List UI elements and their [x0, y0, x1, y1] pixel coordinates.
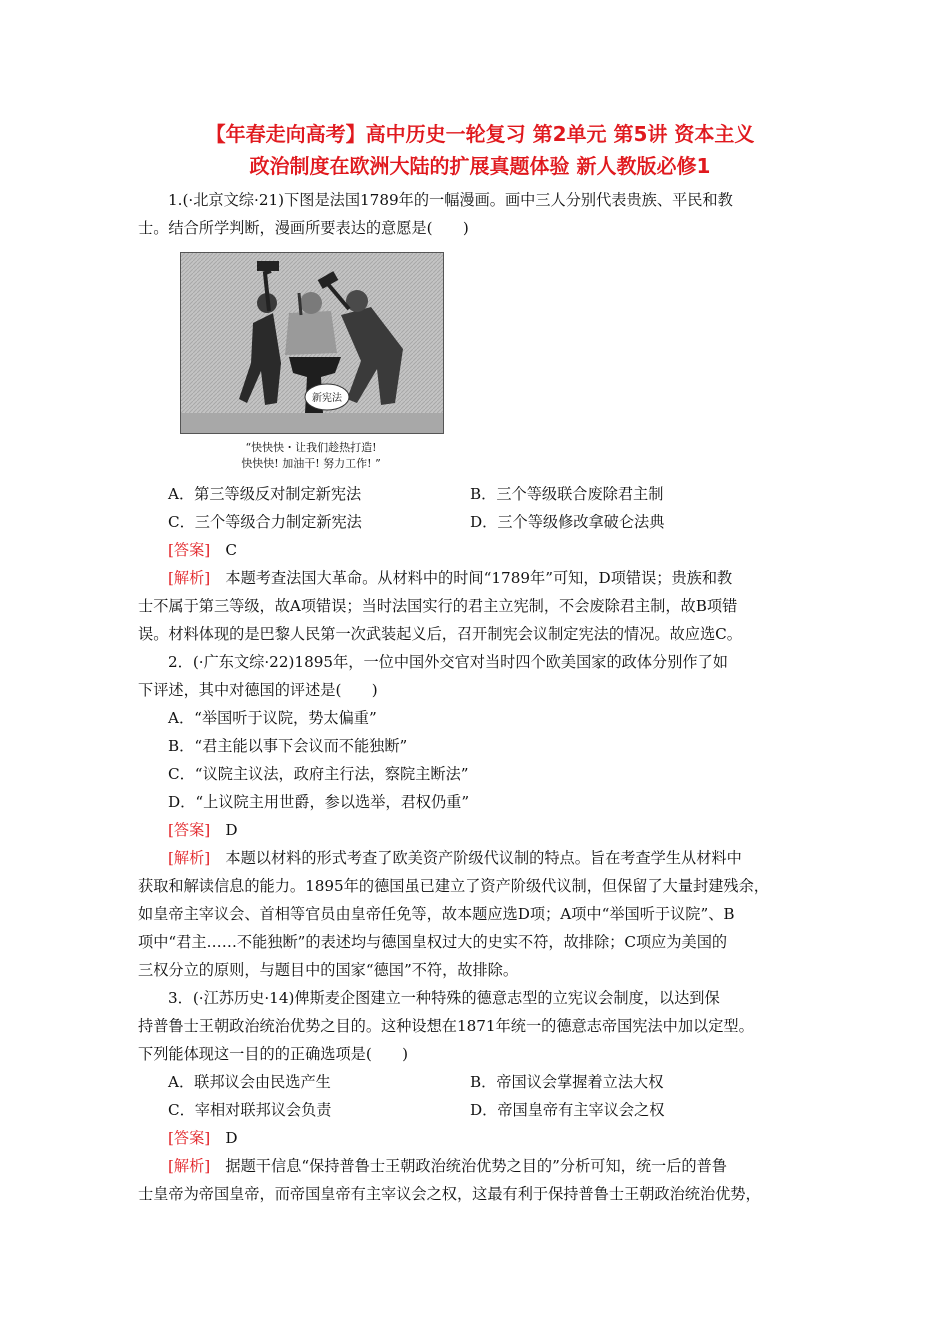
q1-stem-line-1: 1.(·北京文综·21)下图是法国1789年的一幅漫画。画中三人分别代表贵族、平民和教 [168, 191, 733, 209]
q1-analysis-line-3: 误。材料体现的是巴黎人民第一次武装起义后，召开制宪会议制定宪法的情况。故应选C。 [138, 625, 742, 643]
q2-answer [168, 816, 844, 844]
answer-tag: [答案] [168, 541, 211, 559]
q2-option-d: D．“上议院主用世爵，参以选举，君权仍重” [168, 793, 470, 811]
q1-stem-line-2: 士。结合所学判断，漫画所要表达的意愿是( ) [138, 219, 469, 237]
cartoon-caption-line-1: “快快快・让我们趁热打造! [245, 441, 377, 454]
q2-analysis-line-5: 三权分立的原则，与题目中的国家“德国”不符，故排除。 [138, 961, 519, 979]
q1-analysis-line-2: 士不属于第三等级，故A项错误；当时法国实行的君主立宪制，不会废除君主制，故B项错 [138, 597, 738, 615]
title-line-1: 【年春走向高考】高中历史一轮复习 第2单元 第5讲 资本主义 [205, 122, 755, 146]
q3-analysis-line-1 [168, 1152, 844, 1180]
answer-value: D [225, 821, 238, 839]
answer-value: C [225, 541, 238, 559]
title-line-2: 政治制度在欧洲大陆的扩展真题体验 新人教版必修1 [249, 154, 711, 178]
q1-option-b: B．三个等级联合废除君主制 [470, 485, 664, 503]
q2-analysis-line-1 [168, 844, 844, 872]
analysis-text: 本题以材料的形式考查了欧美资产阶级代议制的特点。旨在考查学生从材料中 [225, 849, 742, 867]
q3-stem-line-3: 下列能体现这一目的的正确选项是( ) [138, 1045, 409, 1063]
cartoon-caption-line-2: 快快快! 加油干! 努力工作! ” [241, 457, 381, 470]
answer-value: D [225, 1129, 238, 1147]
q1-answer [168, 536, 844, 564]
q2-option-c: C．“议院主议法，政府主行法，察院主断法” [168, 765, 469, 783]
q2-analysis-line-3: 如皇帝主宰议会、首相等官员由皇帝任免等，故本题应选D项；A项中“举国听于议院”、B [138, 905, 735, 923]
q2-analysis-line-4: 项中“君主……不能独断”的表述均与德国皇权过大的史实不符，故排除；C项应为美国的 [138, 933, 728, 951]
answer-tag: [答案] [168, 821, 211, 839]
q1-option-a: A．第三等级反对制定新宪法 [168, 485, 362, 503]
cartoon-image [180, 252, 444, 434]
q1-option-c: C．三个等级合力制定新宪法 [168, 513, 362, 531]
q2-option-a: A．“举国听于议院，势太偏重” [168, 709, 377, 727]
q3-option-c: C．宰相对联邦议会负责 [168, 1101, 332, 1119]
q3-analysis-line-2: 士皇帝为帝国皇帝，而帝国皇帝有主宰议会之权，这最有利于保持普鲁士王朝政治统治优势， [138, 1185, 761, 1203]
analysis-tag: [解析] [168, 1157, 211, 1175]
q1-option-d: D．三个等级修改拿破仑法典 [470, 513, 665, 531]
q3-option-d: D．帝国皇帝有主宰议会之权 [470, 1101, 665, 1119]
answer-tag: [答案] [168, 1129, 211, 1147]
q3-stem-line-1: 3．(·江苏历史·14)俾斯麦企图建立一种特殊的德意志型的立宪议会制度，以达到保 [168, 989, 720, 1007]
q2-option-b: B．“君主能以事下会议而不能独断” [168, 737, 408, 755]
q3-stem-line-2: 持普鲁士王朝政治统治优势之目的。这种设想在1871年统一的德意志帝国宪法中加以定型。 [138, 1017, 754, 1035]
q3-option-b: B．帝国议会掌握着立法大权 [470, 1073, 664, 1091]
cartoon-illustration [181, 253, 443, 433]
q3-answer [168, 1124, 844, 1152]
analysis-text: 据题干信息“保持普鲁士王朝政治统治优势之目的”分析可知，统一后的普鲁 [225, 1157, 727, 1175]
q3-option-a: A．联邦议会由民选产生 [168, 1073, 331, 1091]
analysis-tag: [解析] [168, 569, 211, 587]
analysis-text: 本题考查法国大革命。从材料中的时间“1789年”可知，D项错误；贵族和教 [225, 569, 733, 587]
q2-analysis-line-2: 获取和解读信息的能力。1895年的德国虽已建立了资产阶级代议制，但保留了大量封建残余， [138, 877, 769, 895]
q2-stem-line-2: 下评述，其中对德国的评述是( ) [138, 681, 378, 699]
analysis-tag: [解析] [168, 849, 211, 867]
q2-stem-line-1: 2．(·广东文综·22)1895年，一位中国外交官对当时四个欧美国家的政体分别作了如 [168, 653, 728, 671]
cartoon-label: 新宪法 [312, 393, 342, 404]
q1-analysis-line-1 [168, 564, 844, 592]
